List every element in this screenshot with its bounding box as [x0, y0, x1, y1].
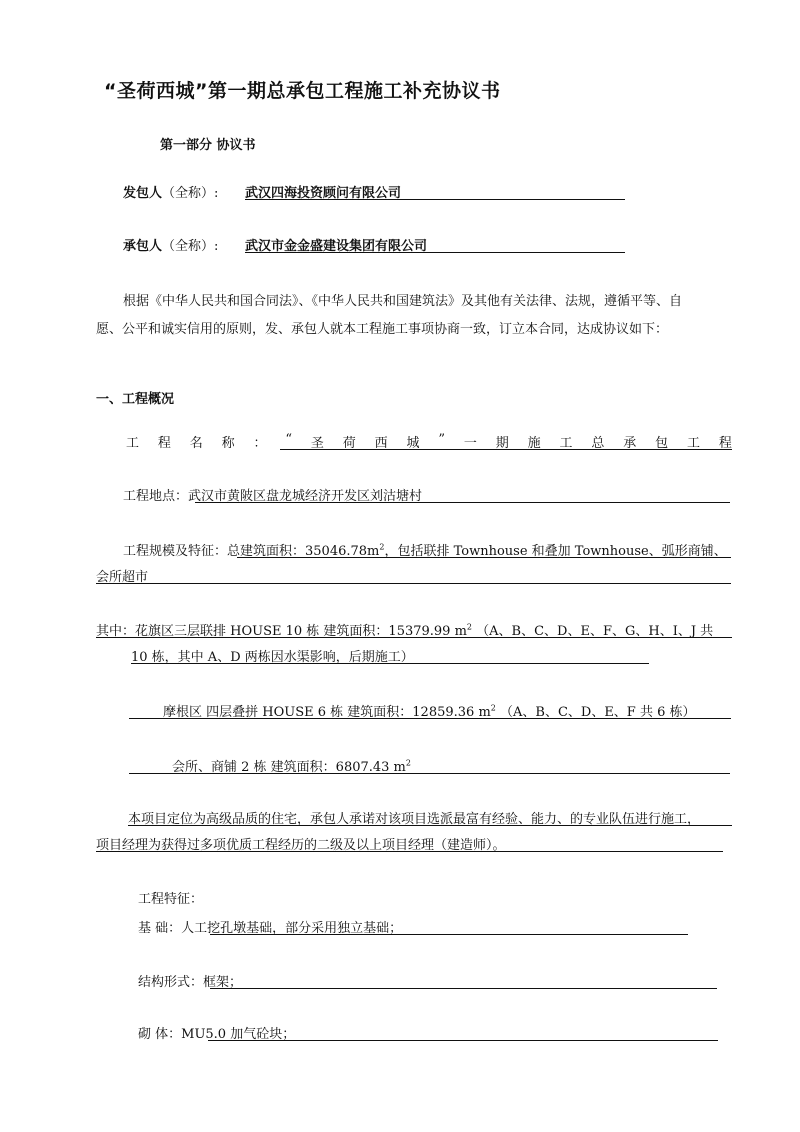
scale-label: 工程规模及特征： — [123, 544, 228, 559]
positioning-underline-1 — [128, 825, 732, 826]
project-name-char: 工 — [687, 436, 701, 451]
location-underline — [195, 502, 730, 503]
contractor-row — [123, 235, 218, 254]
project-name-char: 程 — [157, 436, 171, 451]
project-name-char: 工 — [126, 436, 140, 451]
scale-sup: 2 — [379, 542, 385, 552]
employer-label: 发包人 — [123, 186, 163, 201]
project-name-char: 总 — [591, 436, 605, 451]
employer-label-note: （全称）: — [162, 186, 219, 201]
foundation-label: 基 础： — [138, 921, 182, 936]
mogen-sup: 2 — [490, 703, 496, 713]
positioning-line-2: 项目经理为获得过多项优质工程经历的二级及以上项目经理（建造师）。 — [96, 838, 506, 853]
section-heading: 一、工程概况 — [96, 392, 175, 407]
project-name-char: 一 — [463, 436, 477, 451]
structure-label: 结构形式： — [138, 975, 204, 990]
huaqi-underline-1 — [96, 637, 732, 638]
project-name-char: 城 — [406, 436, 420, 451]
location-label: 工程地点： — [123, 489, 189, 504]
document-title: “圣荷西城”第一期总承包工程施工补充协议书 — [104, 80, 501, 102]
project-name-char: 圣 — [310, 436, 324, 451]
mogen-text-a: 摩根区 四层叠拼 HOUSE 6 栋 建筑面积：12859.36 m — [163, 705, 491, 720]
positioning-line-1: 本项目定位为高级品质的住宅，承包人承诺对该项目选派最富有经验、能力、的专业队伍进行施工， — [128, 812, 701, 827]
structure-underline — [210, 988, 717, 989]
project-name-char: ： — [253, 436, 267, 451]
project-name-char: 西 — [374, 436, 388, 451]
scale-underline-1 — [237, 557, 731, 558]
masonry-value: MU5.0 加气砼块； — [181, 1027, 296, 1042]
project-name-char: 名 — [189, 436, 203, 451]
huaqi-sup: 2 — [466, 622, 473, 632]
huaqi-underline-2 — [131, 663, 649, 664]
huaqi-line-2: 10 栋，其中 A、D 两栋因水渠影响，后期施工） — [131, 650, 414, 665]
contractor-name: 武汉市金金盛建设集团有限公司 — [245, 239, 428, 254]
masonry-label: 砌 体： — [138, 1027, 182, 1042]
project-name-underline — [280, 449, 732, 450]
employer-name: 武汉四海投资顾问有限公司 — [245, 186, 402, 201]
project-name-char: 包 — [655, 436, 669, 451]
scale-text-b: ，包括联排 Townhouse 和叠加 Townhouse、弧形商铺、 — [384, 544, 727, 559]
masonry-underline — [208, 1040, 718, 1041]
project-name-char: 施 — [527, 436, 541, 451]
huaqi-text-b: （A、B、C、D、E、F、G、H、I、J 共 — [472, 624, 714, 639]
contractor-label-note: （全称）: — [162, 239, 219, 254]
project-name-char: 称 — [221, 436, 235, 451]
contractor-underline — [245, 252, 625, 253]
project-name-char: 工 — [559, 436, 573, 451]
features-label: 工程特征： — [138, 892, 204, 907]
foundation-underline — [210, 934, 688, 935]
employer-row — [123, 182, 218, 201]
project-name-char: 承 — [623, 436, 637, 451]
location-value: 武汉市黄陂区盘龙城经济开发区刘沽塘村 — [188, 489, 423, 504]
project-name-char: 程 — [718, 436, 732, 451]
foundation-value: 人工挖孔墩基础，部分采用独立基础； — [181, 921, 403, 936]
positioning-underline-2 — [96, 851, 723, 852]
employer-underline — [245, 199, 625, 200]
contractor-label: 承包人 — [123, 239, 163, 254]
mogen-underline — [129, 718, 731, 719]
scale-text-a: 总建筑面积：35046.78m — [227, 544, 380, 559]
structure-value: 框架； — [203, 975, 243, 990]
huaqi-text-a: 其中：花旗区三层联排 HOUSE 10 栋 建筑面积：15379.99 m — [96, 624, 467, 639]
club-underline — [129, 773, 730, 774]
project-name-char: ” — [438, 432, 446, 447]
mogen-text-b: （A、B、C、D、E、F 共 6 栋） — [495, 705, 696, 720]
scale-line-2: 会所超市 — [96, 570, 149, 585]
club-text-a: 会所、商铺 2 栋 建筑面积：6807.43 m — [172, 760, 406, 775]
part-heading: 第一部分 协议书 — [160, 138, 256, 153]
project-name-char: 荷 — [342, 436, 356, 451]
scale-underline-2 — [96, 583, 731, 584]
preamble-line-1: 根据《中华人民共和国合同法》、《中华人民共和国建筑法》及其他有关法律、法规，遵循平等、自 — [123, 294, 683, 309]
club-sup: 2 — [405, 758, 411, 768]
project-name-char: “ — [285, 432, 293, 447]
preamble-line-2: 愿、公平和诚实信用的原则，发、承包人就本工程施工事项协商一致，订立本合同，达成协议如下： — [96, 322, 669, 337]
project-name-char: 期 — [495, 436, 509, 451]
